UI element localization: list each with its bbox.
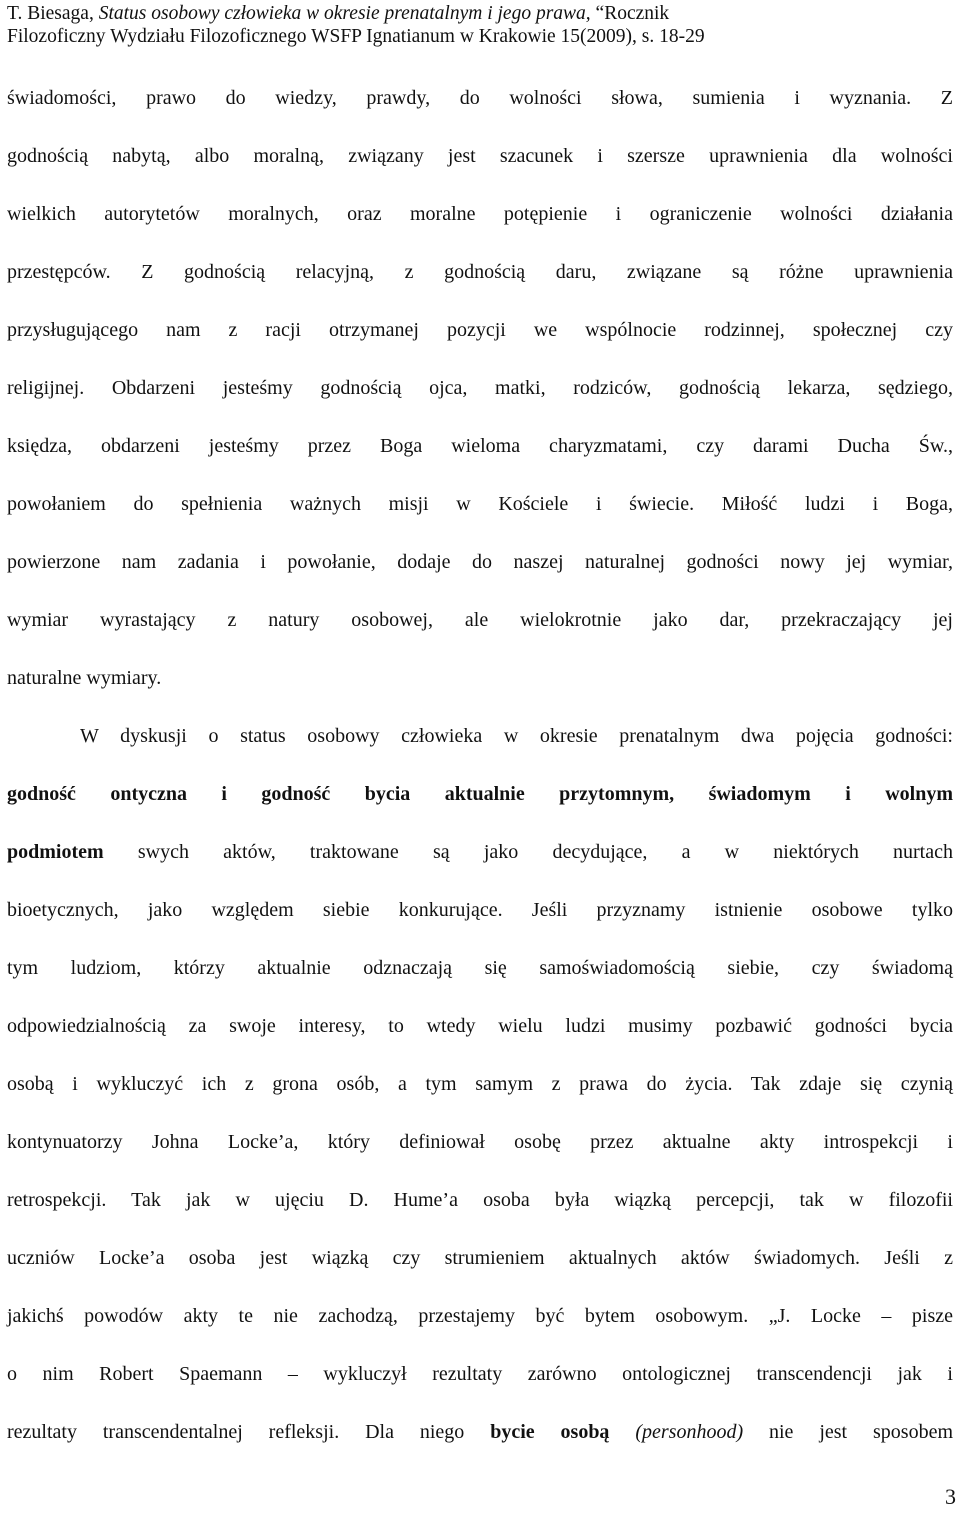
paragraph-first-line: W dyskusji o status osobowy człowieka w okresie prenatalnym dwa pojęcia godności: xyxy=(80,725,953,747)
text-line: bioetycznych, jako względem siebie konkurujące. Jeśli przyznamy istnienie osobowe tylko xyxy=(7,899,953,921)
bold-text-line: godność ontyczna i godność bycia aktualnie przytomnym, świadomym i wolnym xyxy=(7,783,953,805)
text-line: o nim Robert Spaemann – wykluczył rezultaty zarówno ontologicznej transcendencji jak i xyxy=(7,1363,953,1385)
italic-term: (personhood) xyxy=(635,1421,744,1443)
citation-journal-start: “Rocznik xyxy=(590,3,670,24)
text-line: retrospekcji. Tak jak w ujęciu D. Hume’a osoba była wiązką percepcji, tak w filozofii xyxy=(7,1189,953,1211)
text-line: jakichś powodów akty te nie zachodzą, przestajemy być bytem osobowym. „J. Locke – pisze xyxy=(7,1305,953,1327)
text-line: uczniów Locke’a osoba jest wiązką czy strumieniem aktualnych aktów świadomych. Jeśli z xyxy=(7,1247,953,1269)
citation-title: Status osobowy człowieka w okresie prenatalnym i jego prawa, xyxy=(98,3,591,24)
citation-line-1 xyxy=(7,2,953,25)
text-line-mixed xyxy=(7,1403,953,1461)
text-line: wymiar wyrastający z natury osobowej, ale wielokrotnie jako dar, przekraczający jej xyxy=(7,609,953,631)
text-span: swych aktów, traktowane są jako decydujące, a w niektórych nurtach xyxy=(103,841,953,863)
text-line: religijnej. Obdarzeni jesteśmy godnością ojca, matki, rodziców, godnością lekarza, sędziego, xyxy=(7,377,953,399)
text-line: przestępców. Z godnością relacyjną, z godnością daru, związane są różne uprawnienia xyxy=(7,261,953,283)
bold-term: bycie osobą xyxy=(490,1421,610,1443)
text-line: kontynuatorzy Johna Locke’a, który definiował osobę przez aktualne akty introspekcji i xyxy=(7,1131,953,1153)
text-span: nie jest sposobem xyxy=(743,1421,953,1443)
text-line: osobą i wykluczyć ich z grona osób, a tym samym z prawa do życia. Tak zdaje się czynią xyxy=(7,1073,953,1095)
citation-line-2: Filozoficzny Wydziału Filozoficznego WSFP Ignatianum w Krakowie 15(2009), s. 18-29 xyxy=(7,26,705,47)
text-line: godnością nabytą, albo moralną, związany jest szacunek i szersze uprawnienia dla wolności xyxy=(7,145,953,167)
citation-header xyxy=(7,2,953,48)
text-line: przysługującego nam z racji otrzymanej pozycji we wspólnocie rodzinnej, społecznej czy xyxy=(7,319,953,341)
citation-author: T. Biesaga, xyxy=(7,3,99,24)
paragraph-end-line: naturalne wymiary. xyxy=(7,667,162,689)
text-line-mixed xyxy=(7,823,953,881)
text-line: wielkich autorytetów moralnych, oraz moralne potępienie i ograniczenie wolności działania xyxy=(7,203,953,225)
text-line: świadomości, prawo do wiedzy, prawdy, do wolności słowa, sumienia i wyznania. Z xyxy=(7,87,953,109)
text-line: powierzone nam zadania i powołanie, dodaje do naszej naturalnej godności nowy jej wymiar, xyxy=(7,551,953,573)
text-line: tym ludziom, którzy aktualnie odznaczają się samoświadomością siebie, czy świadomą xyxy=(7,957,953,979)
bold-term: podmiotem xyxy=(7,841,104,863)
page-number: 3 xyxy=(945,1484,956,1509)
text-span: rezultaty transcendentalnej refleksji. Dla niego xyxy=(7,1421,491,1443)
body-text xyxy=(7,69,953,1461)
text-span xyxy=(609,1421,635,1443)
text-line: księdza, obdarzeni jesteśmy przez Boga wieloma charyzmatami, czy darami Ducha Św., xyxy=(7,435,953,457)
text-line: powołaniem do spełnienia ważnych misji w Kościele i świecie. Miłość ludzi i Boga, xyxy=(7,493,953,515)
text-line: odpowiedzialnością za swoje interesy, to wtedy wielu ludzi musimy pozbawić godności bycia xyxy=(7,1015,953,1037)
